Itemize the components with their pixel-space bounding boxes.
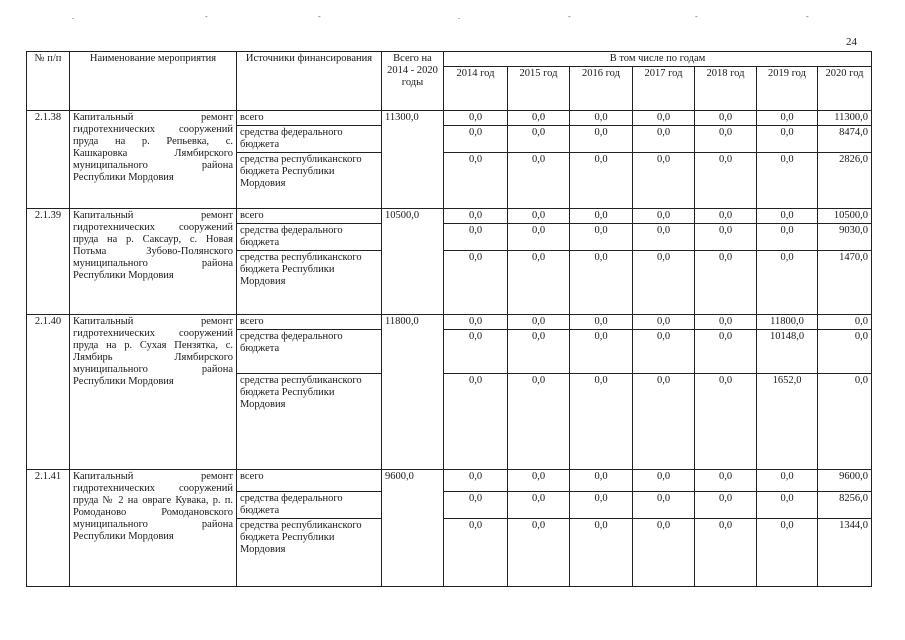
- year-amount: 0,0: [757, 111, 818, 126]
- item-number: 2.1.38: [27, 111, 70, 209]
- year-amount: 0,0: [633, 315, 695, 330]
- year-amount: 0,0: [570, 111, 633, 126]
- item-total: 11800,0: [382, 315, 444, 470]
- year-amount: 9600,0: [818, 470, 872, 492]
- header-years-group: В том числе по годам: [444, 52, 872, 67]
- funding-source: всего: [237, 470, 382, 492]
- year-amount: 0,0: [818, 374, 872, 470]
- year-amount: 0,0: [570, 374, 633, 470]
- year-amount: 0,0: [695, 251, 757, 315]
- year-amount: 0,0: [633, 519, 695, 587]
- funding-source: средства республиканского бюджета Республики Мордовия: [237, 153, 382, 209]
- year-amount: 0,0: [570, 209, 633, 224]
- year-amount: 0,0: [444, 315, 508, 330]
- year-amount: 0,0: [633, 374, 695, 470]
- item-total: 11300,0: [382, 111, 444, 209]
- year-amount: 0,0: [757, 153, 818, 209]
- page-number: 24: [846, 36, 857, 48]
- header-sources: Источники финансирования: [237, 52, 382, 111]
- table-row: [27, 111, 872, 126]
- funding-source: всего: [237, 209, 382, 224]
- year-amount: 0,0: [508, 224, 570, 251]
- year-amount: 0,0: [695, 330, 757, 374]
- year-amount: 0,0: [570, 315, 633, 330]
- year-amount: 0,0: [570, 224, 633, 251]
- header-year: 2014 год: [444, 67, 508, 111]
- funding-source: средства федерального бюджета: [237, 224, 382, 251]
- year-amount: 0,0: [757, 209, 818, 224]
- year-amount: 0,0: [508, 126, 570, 153]
- year-amount: 2826,0: [818, 153, 872, 209]
- year-amount: 0,0: [444, 492, 508, 519]
- year-amount: 0,0: [695, 315, 757, 330]
- year-amount: 0,0: [508, 315, 570, 330]
- year-amount: 0,0: [508, 209, 570, 224]
- year-amount: 0,0: [444, 374, 508, 470]
- year-amount: 0,0: [757, 224, 818, 251]
- year-amount: 0,0: [757, 519, 818, 587]
- year-amount: 0,0: [508, 374, 570, 470]
- header-year: 2019 год: [757, 67, 818, 111]
- year-amount: 0,0: [508, 111, 570, 126]
- funding-source: средства федерального бюджета: [237, 330, 382, 374]
- funding-source: средства федерального бюджета: [237, 126, 382, 153]
- item-name: Капитальный ремонт гидротехнических сооружений пруда на р. Саксаур, с. Новая Потьма Зубово-Полянского муниципального района Республики Мордовия: [70, 209, 237, 315]
- year-amount: 0,0: [633, 209, 695, 224]
- year-amount: 8474,0: [818, 126, 872, 153]
- table-header: [27, 52, 872, 111]
- year-amount: 0,0: [757, 470, 818, 492]
- year-amount: 0,0: [695, 519, 757, 587]
- year-amount: 8256,0: [818, 492, 872, 519]
- table-row: [27, 209, 872, 224]
- year-amount: 0,0: [633, 251, 695, 315]
- year-amount: 0,0: [633, 492, 695, 519]
- funding-source: всего: [237, 315, 382, 330]
- header-year: 2018 год: [695, 67, 757, 111]
- year-amount: 0,0: [444, 209, 508, 224]
- year-amount: 0,0: [570, 470, 633, 492]
- year-amount: 0,0: [633, 330, 695, 374]
- item-total: 10500,0: [382, 209, 444, 315]
- year-amount: 0,0: [570, 153, 633, 209]
- funding-source: средства республиканского бюджета Республики Мордовия: [237, 519, 382, 587]
- year-amount: 0,0: [695, 126, 757, 153]
- year-amount: 0,0: [444, 153, 508, 209]
- header-total: Всего на 2014 - 2020 годы: [382, 52, 444, 111]
- year-amount: 0,0: [633, 126, 695, 153]
- year-amount: 0,0: [570, 330, 633, 374]
- item-name: Капитальный ремонт гидротехнических сооружений пруда на р. Репьевка, с. Кашкаровка Лямбирского муниципального района Республики Мордовия: [70, 111, 237, 209]
- year-amount: 1652,0: [757, 374, 818, 470]
- year-amount: 0,0: [633, 470, 695, 492]
- year-amount: 0,0: [757, 251, 818, 315]
- funding-source: средства республиканского бюджета Республики Мордовия: [237, 251, 382, 315]
- year-amount: 1470,0: [818, 251, 872, 315]
- year-amount: 0,0: [444, 111, 508, 126]
- year-amount: 0,0: [508, 519, 570, 587]
- funding-source: всего: [237, 111, 382, 126]
- header-year: 2015 год: [508, 67, 570, 111]
- item-name: Капитальный ремонт гидротехнических сооружений пруда на р. Сухая Пензятка, с. Лямбирь Лямбирского муниципального района Республики Мордовия: [70, 315, 237, 470]
- header-year: 2020 год: [818, 67, 872, 111]
- year-amount: 0,0: [444, 330, 508, 374]
- header-year: 2016 год: [570, 67, 633, 111]
- year-amount: 0,0: [695, 111, 757, 126]
- year-amount: 0,0: [444, 470, 508, 492]
- funding-source: средства республиканского бюджета Республики Мордовия: [237, 374, 382, 470]
- year-amount: 0,0: [818, 330, 872, 374]
- year-amount: 0,0: [508, 153, 570, 209]
- year-amount: 0,0: [695, 492, 757, 519]
- year-amount: 0,0: [633, 111, 695, 126]
- year-amount: 0,0: [695, 374, 757, 470]
- year-amount: 0,0: [570, 492, 633, 519]
- year-amount: 10148,0: [757, 330, 818, 374]
- year-amount: 0,0: [695, 224, 757, 251]
- header-year: 2017 год: [633, 67, 695, 111]
- header-num: № п/п: [27, 52, 70, 111]
- item-name: Капитальный ремонт гидротехнических сооружений пруда № 2 на овраге Кувака, р. п. Ромоданово Ромодановского муниципального района Республики Мордовия: [70, 470, 237, 587]
- year-amount: 0,0: [757, 126, 818, 153]
- year-amount: 0,0: [444, 224, 508, 251]
- item-number: 2.1.41: [27, 470, 70, 587]
- year-amount: 0,0: [444, 251, 508, 315]
- year-amount: 0,0: [695, 209, 757, 224]
- year-amount: 0,0: [695, 470, 757, 492]
- year-amount: 0,0: [508, 470, 570, 492]
- funding-table: [26, 51, 872, 587]
- year-amount: 0,0: [508, 330, 570, 374]
- funding-source: средства федерального бюджета: [237, 492, 382, 519]
- year-amount: 0,0: [570, 519, 633, 587]
- table-body: [27, 111, 872, 587]
- year-amount: 0,0: [818, 315, 872, 330]
- year-amount: 1344,0: [818, 519, 872, 587]
- year-amount: 0,0: [570, 251, 633, 315]
- year-amount: 10500,0: [818, 209, 872, 224]
- header-name: Наименование мероприятия: [70, 52, 237, 111]
- year-amount: 9030,0: [818, 224, 872, 251]
- year-amount: 11800,0: [757, 315, 818, 330]
- item-number: 2.1.39: [27, 209, 70, 315]
- year-amount: 0,0: [570, 126, 633, 153]
- year-amount: 11300,0: [818, 111, 872, 126]
- item-total: 9600,0: [382, 470, 444, 587]
- scan-marks: . - - . - - -: [72, 12, 809, 21]
- year-amount: 0,0: [633, 224, 695, 251]
- year-amount: 0,0: [695, 153, 757, 209]
- year-amount: 0,0: [508, 251, 570, 315]
- year-amount: 0,0: [633, 153, 695, 209]
- year-amount: 0,0: [508, 492, 570, 519]
- table-row: [27, 470, 872, 492]
- year-amount: 0,0: [444, 519, 508, 587]
- table-row: [27, 315, 872, 330]
- item-number: 2.1.40: [27, 315, 70, 470]
- year-amount: 0,0: [757, 492, 818, 519]
- year-amount: 0,0: [444, 126, 508, 153]
